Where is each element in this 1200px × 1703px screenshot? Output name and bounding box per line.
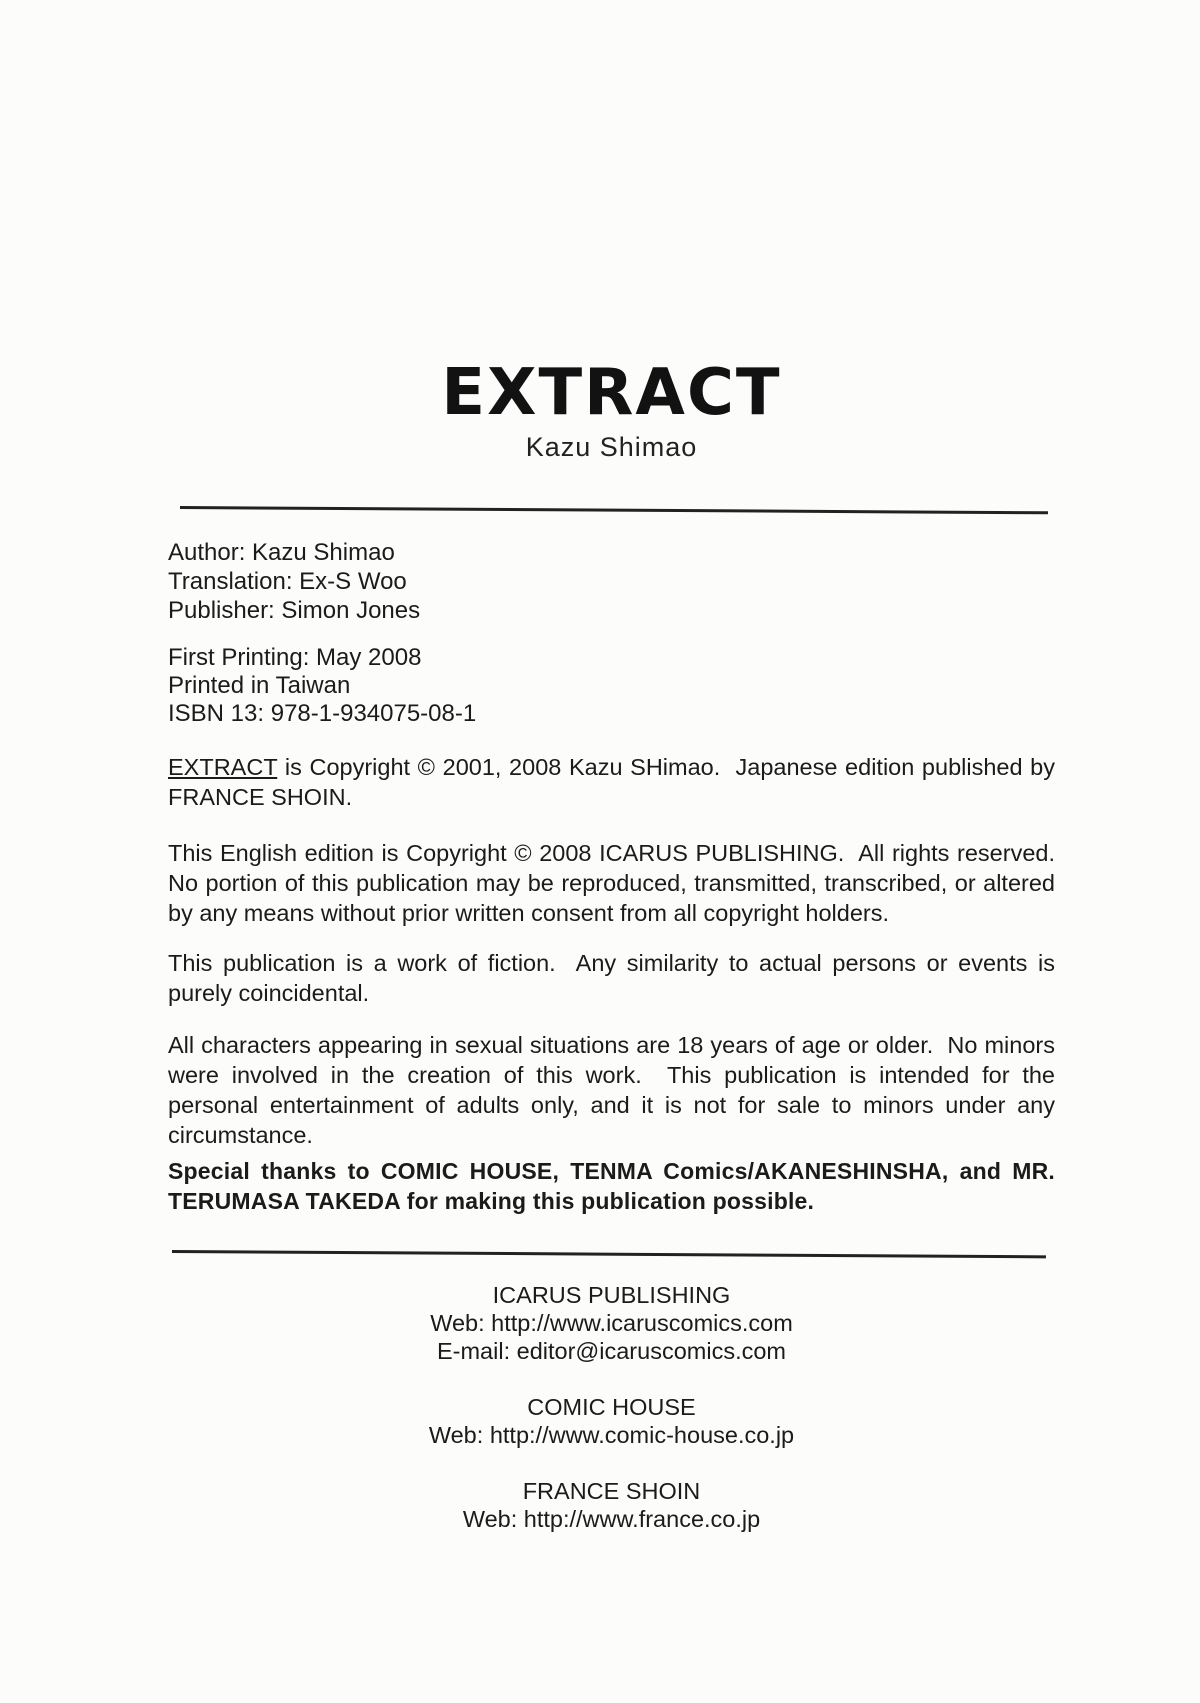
publisher-email: E-mail: editor@icaruscomics.com <box>436 1338 786 1364</box>
special-thanks-paragraph: Special thanks to COMIC HOUSE, TENMA Comics/AKANESHINSHA, and MR. TERUMASA TAKEDA for making this publication possible. <box>168 1158 1062 1214</box>
credits-block <box>168 538 420 625</box>
age-disclaimer-paragraph: All characters appearing in sexual situations are 18 years of age or older. No minors were involved in the creation of this work. This publication is intended for the personal entertainment of adults only, and it is not for sale to minors under any circumstance. <box>168 1032 1062 1148</box>
printing-line-isbn: ISBN 13: 978-1-934075-08-1 <box>168 700 477 727</box>
copyright-japanese-paragraph <box>168 752 1062 812</box>
book-title: EXTRACT <box>441 356 782 430</box>
divider-top <box>180 506 1048 514</box>
publisher-contacts-block <box>168 1281 1055 1561</box>
publisher-name: COMIC HOUSE <box>527 1394 696 1420</box>
printing-block <box>168 644 476 728</box>
credit-line-publisher: Publisher: Simon Jones <box>168 597 421 624</box>
publisher-name: ICARUS PUBLISHING <box>492 1282 731 1308</box>
publisher-web-url: Web: http://www.icaruscomics.com <box>430 1310 793 1336</box>
credit-line-author: Author: Kazu Shimao <box>168 539 395 566</box>
contact-france-shoin <box>168 1477 1055 1533</box>
publisher-web-url: Web: http://www.comic-house.co.jp <box>428 1422 795 1448</box>
fiction-disclaimer-paragraph: This publication is a work of fiction. Any similarity to actual persons or events is purely coincidental. <box>168 950 1062 1006</box>
underlined-book-title: EXTRACT <box>168 754 278 780</box>
printing-line-printed-in: Printed in Taiwan <box>168 672 351 699</box>
book-author: Kazu Shimao <box>525 432 698 463</box>
divider-bottom <box>172 1250 1046 1258</box>
publisher-name: FRANCE SHOIN <box>522 1478 701 1504</box>
copyright-japanese-text: is Copyright © 2001, 2008 Kazu SHimao. Japanese edition published by FRANCE SHOIN. <box>168 754 1062 810</box>
credit-line-translation: Translation: Ex-S Woo <box>168 568 407 595</box>
contact-icarus-publishing <box>168 1281 1055 1365</box>
copyright-english-paragraph: This English edition is Copyright © 2008 ICARUS PUBLISHING. All rights reserved. No portion of this publication may be reproduced, transmitted, transcribed, or altered by any means without prior written consent from all copyright holders. <box>168 840 1069 926</box>
printing-line-first-printing: First Printing: May 2008 <box>168 644 422 671</box>
title-block <box>168 356 1055 463</box>
contact-comic-house <box>168 1393 1055 1449</box>
publisher-web-url: Web: http://www.france.co.jp <box>462 1506 761 1532</box>
